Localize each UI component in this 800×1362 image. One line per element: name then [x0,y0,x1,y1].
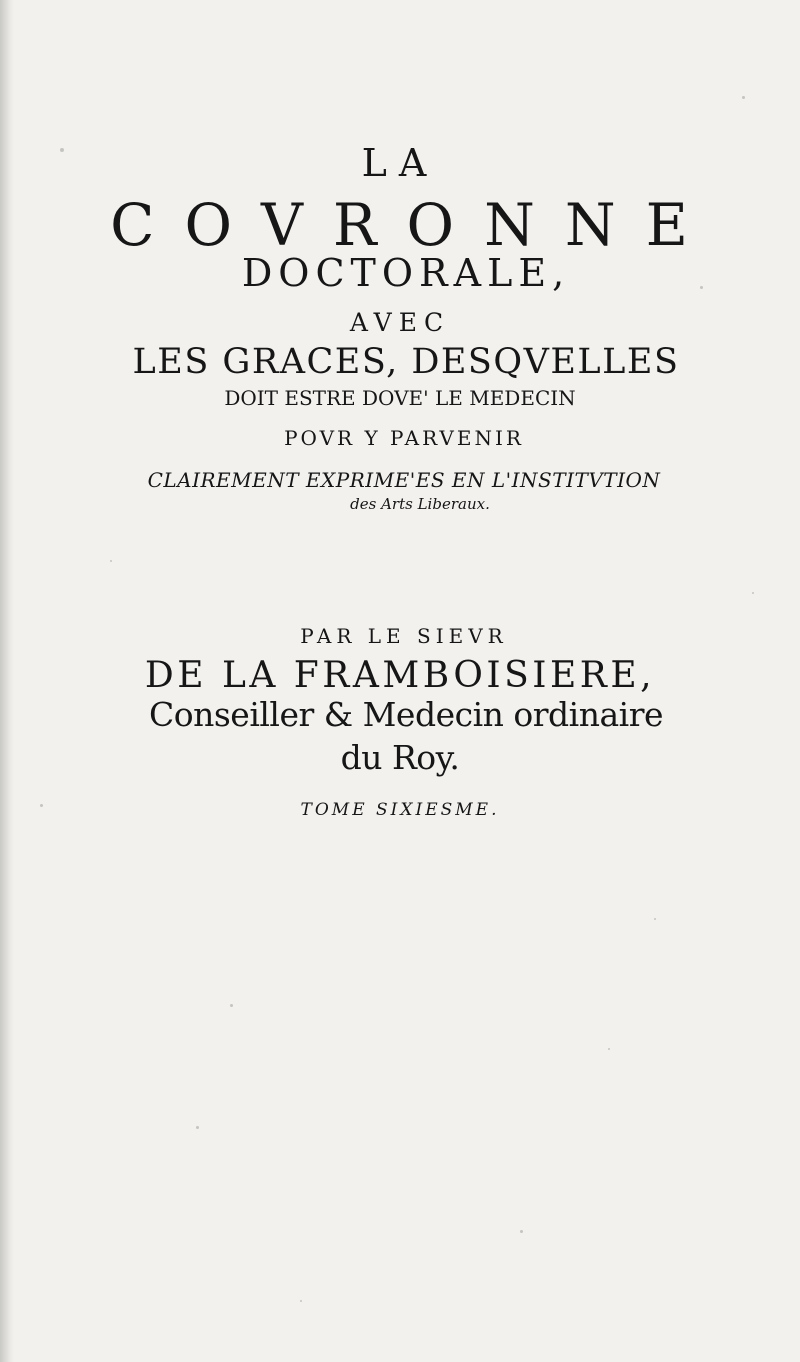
title-line-la: LA [361,141,439,185]
author-name: DE LA FRAMBOISIERE, [144,655,656,696]
title-line-arts: des Arts Liberaux. [350,495,490,513]
paper-speck [110,560,112,562]
paper-speck [196,1126,199,1129]
title-line-doit: DOIT ESTRE DOVE' LE MEDECIN [224,386,576,410]
paper-speck [742,96,745,99]
volume-label: TOME SIXIESME. [300,800,500,820]
paper-speck [300,1300,302,1302]
paper-speck [608,1048,610,1050]
author-title: Conseiller & Medecin ordinaire [148,695,663,734]
title-line-graces: LES GRACES, DESQVELLES [132,342,680,382]
author-intro: PAR LE SIEVR [300,624,508,648]
paper-speck [520,1230,523,1233]
title-line-clairement: CLAIREMENT EXPRIME'ES EN L'INSTITVTION [147,468,661,492]
paper-speck [752,592,754,594]
title-line-pour: POVR Y PARVENIR [284,426,524,450]
author-title-roy: du Roy. [340,738,460,777]
paper-speck [230,1004,233,1007]
title-line-avec: AVEC [349,308,451,337]
title-line-couronne: COVRONNE [110,191,718,259]
title-line-doctorale: DOCTORALE, [241,251,571,295]
paper-speck [654,918,656,920]
